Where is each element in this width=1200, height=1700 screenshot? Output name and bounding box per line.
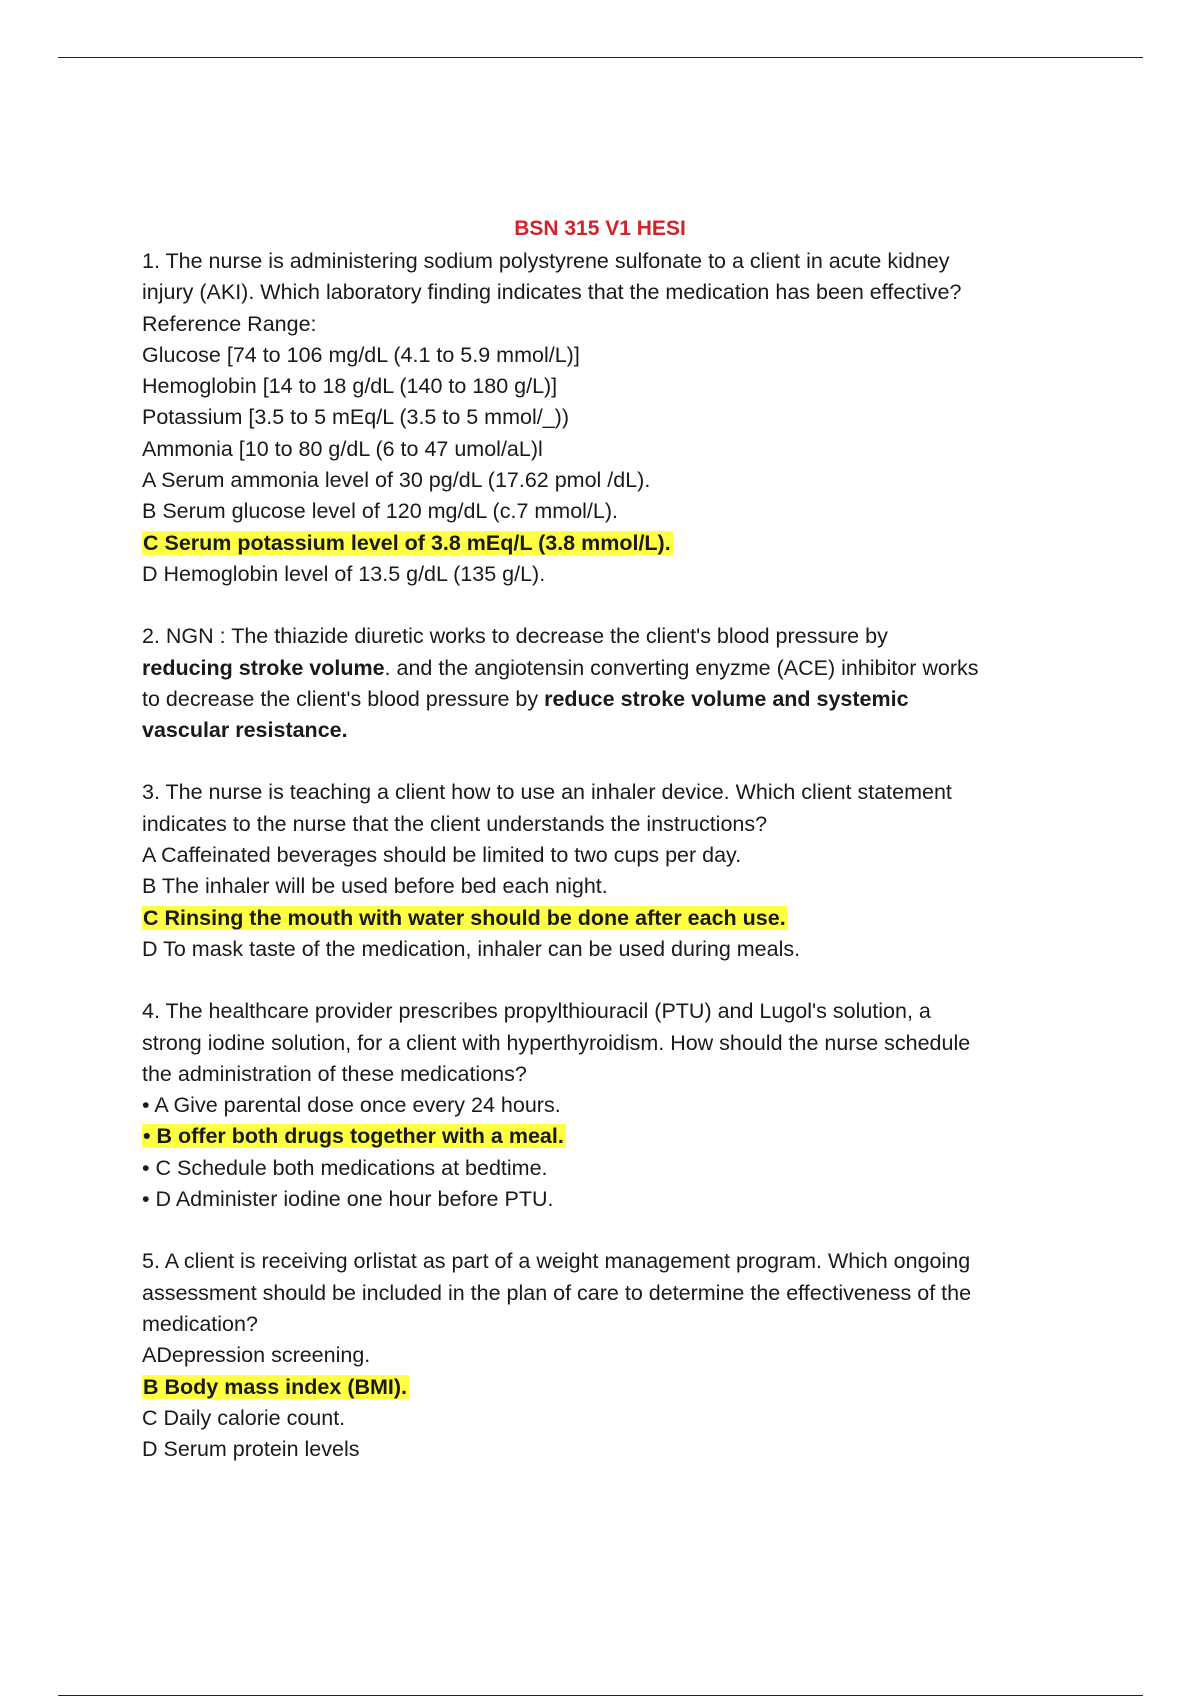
reference-range-item: Ammonia [10 to 80 g/dL (6 to 47 umol/aL)l <box>142 436 543 461</box>
reference-range-label: Reference Range: <box>142 311 317 336</box>
question-text-span: . and the angiotensin converting enyzme (ACE) inhibitor works <box>384 655 979 680</box>
question-text-span: to decrease the client's blood pressure by <box>142 686 545 711</box>
reference-range-item: Hemoglobin [14 to 18 g/dL (140 to 180 g/L)] <box>142 374 558 399</box>
question-3 <box>142 777 1082 965</box>
question-text: 4. The healthcare provider prescribes propylthiouracil (PTU) and Lugol's solution, a <box>142 999 931 1024</box>
emphasis-text: reducing stroke volume <box>142 655 385 680</box>
question-text: the administration of these medications? <box>142 1061 527 1086</box>
emphasis-text: reduce stroke volume and systemic <box>544 686 909 711</box>
document-title: BSN 315 V1 HESI <box>514 217 686 240</box>
answer-option: • A Give parental dose once every 24 hours. <box>142 1093 561 1118</box>
correct-answer-option: C Serum potassium level of 3.8 mEq/L (3.8 mmol/L). <box>143 530 671 555</box>
answer-option: ADepression screening. <box>142 1343 371 1368</box>
question-text <box>142 653 1082 684</box>
question-text <box>142 715 1082 746</box>
answer-option: B The inhaler will be used before bed each night. <box>142 874 608 899</box>
question-text: 5. A client is receiving orlistat as part of a weight management program. Which ongoing <box>142 1249 971 1274</box>
question-4 <box>142 996 1082 1215</box>
question-5 <box>142 1246 1082 1465</box>
question-text <box>142 684 1082 715</box>
answer-option: A Caffeinated beverages should be limited to two cups per day. <box>142 843 742 868</box>
question-text: 1. The nurse is administering sodium polystyrene sulfonate to a client in acute kidney <box>142 249 950 273</box>
document-body <box>142 246 1082 1465</box>
reference-range-item: Glucose [74 to 106 mg/dL (4.1 to 5.9 mmol/L)] <box>142 342 580 367</box>
answer-option: C Daily calorie count. <box>142 1405 346 1430</box>
question-1 <box>142 246 1082 590</box>
answer-option: D Hemoglobin level of 13.5 g/dL (135 g/L). <box>142 561 546 586</box>
question-text: assessment should be included in the plan of care to determine the effectiveness of the <box>142 1280 972 1305</box>
reference-range-item: Potassium [3.5 to 5 mEq/L (3.5 to 5 mmol/_)) <box>142 405 569 430</box>
correct-answer-option: B Body mass index (BMI). <box>143 1374 408 1399</box>
correct-answer-option: • B offer both drugs together with a meal. <box>143 1124 564 1149</box>
answer-option: D Serum protein levels <box>142 1437 360 1462</box>
answer-option: • C Schedule both medications at bedtime. <box>142 1155 548 1180</box>
question-text: injury (AKI). Which laboratory finding indicates that the medication has been effective? <box>142 280 962 305</box>
answer-option: D To mask taste of the medication, inhaler can be used during meals. <box>142 936 801 961</box>
question-text: indicates to the nurse that the client understands the instructions? <box>142 811 768 836</box>
correct-answer-option: C Rinsing the mouth with water should be done after each use. <box>143 905 786 930</box>
question-text: 2. NGN : The thiazide diuretic works to decrease the client's blood pressure by <box>142 624 888 649</box>
emphasis-text: vascular resistance. <box>142 718 348 743</box>
question-text: strong iodine solution, for a client with hyperthyroidism. How should the nurse schedule <box>142 1030 971 1055</box>
question-2 <box>142 621 1082 746</box>
question-text: 3. The nurse is teaching a client how to use an inhaler device. Which client statement <box>142 780 952 805</box>
answer-option: • D Administer iodine one hour before PTU. <box>142 1187 554 1212</box>
top-rule <box>58 57 1143 58</box>
answer-option: B Serum glucose level of 120 mg/dL (c.7 mmol/L). <box>142 499 618 524</box>
answer-option: A Serum ammonia level of 30 pg/dL (17.62 pmol /dL). <box>142 468 651 493</box>
question-text: medication? <box>142 1311 258 1336</box>
bottom-rule <box>58 1695 1143 1696</box>
